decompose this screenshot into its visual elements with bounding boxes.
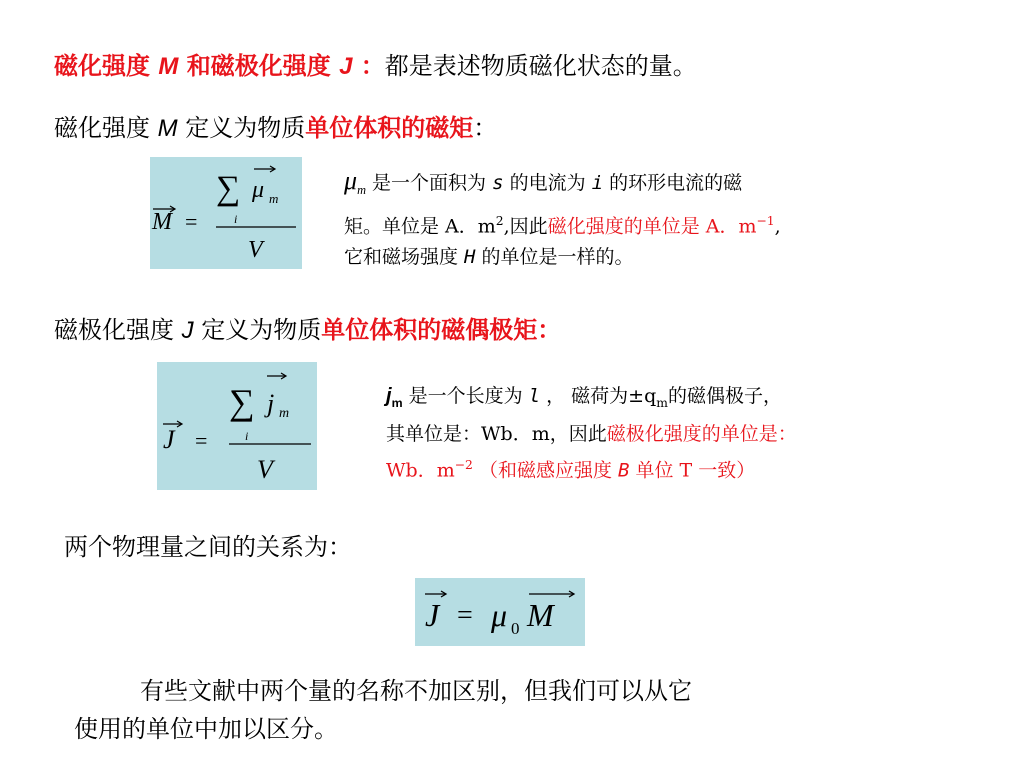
relation-formula-box <box>415 578 585 646</box>
heading-part1: 磁化强度 <box>54 51 159 80</box>
m-explain-i: i <box>591 172 604 194</box>
heading-part2: 和磁极化强度 <box>178 51 340 80</box>
m-formula-equals: = <box>185 209 198 234</box>
j-explain-red3: （和磁感应强度 <box>472 459 619 482</box>
heading <box>54 46 697 81</box>
m-explain-red1: 磁化强度的单位是 A．m <box>547 215 757 238</box>
relation-lhs: J <box>425 597 440 633</box>
j-explain-line1 <box>386 381 1006 419</box>
m-explain-t5: ,因此 <box>503 215 548 238</box>
relation-rhs: M <box>527 597 554 633</box>
m-def-prefix: 磁化强度 <box>54 114 158 142</box>
j-explain-j: j <box>386 385 392 407</box>
j-def-highlight: 单位体积的磁偶极矩： <box>321 315 562 344</box>
m-formula-sub-i: i <box>234 212 238 226</box>
relation-equals: = <box>457 600 473 631</box>
m-formula-mu: μ <box>252 177 265 203</box>
m-formula-denominator: V <box>248 237 263 263</box>
j-explain-t1: 是一个长度为 <box>402 385 529 407</box>
j-formula-equals: = <box>195 428 208 453</box>
j-explain-red2-sup: −2 <box>454 457 473 472</box>
closing-line2: 使用的单位中加以区分。 <box>74 715 338 743</box>
m-def-highlight: 单位体积的磁矩 <box>305 113 474 142</box>
j-formula-box <box>157 362 317 490</box>
j-explain-l: l <box>528 385 541 407</box>
m-definition <box>54 108 497 143</box>
m-explain-line1 <box>344 165 984 206</box>
m-formula-sum: ∑ <box>216 170 241 207</box>
m-explain-t3: 的环形电流的磁 <box>603 172 743 194</box>
j-formula-lhs: J <box>163 425 175 454</box>
j-formula-sub-m: m <box>279 406 290 421</box>
m-explanation <box>344 165 984 273</box>
m-formula-lhs: M <box>152 209 172 235</box>
j-explain-red1: 磁极化强度的单位是： <box>606 422 797 445</box>
m-explain-t2: 的电流为 <box>503 172 592 194</box>
j-explain-j-sub: m <box>391 395 403 410</box>
j-formula-denominator: V <box>257 455 273 484</box>
m-formula-sub-m: m <box>269 191 279 206</box>
j-explain-red4: 单位 T 一致） <box>629 459 756 482</box>
m-explain-line2 <box>344 206 984 242</box>
m-explain-h: H <box>464 246 476 269</box>
j-explain-t3: 的磁偶极子， <box>667 385 782 407</box>
m-def-suffix: ： <box>473 114 498 142</box>
m-explain-mu: μ <box>344 166 358 195</box>
m-explain-s: s <box>492 172 504 194</box>
j-explain-red2: Wb．m <box>386 459 455 482</box>
m-explain-red1-sup: −1 <box>756 213 775 228</box>
closing-line1: 有些文献中两个量的名称不加区别，但我们可以从它 <box>140 677 692 705</box>
relation-formula <box>415 578 585 646</box>
j-formula-j: j <box>267 389 275 418</box>
m-explain-t7: 它和磁场强度 <box>344 246 465 269</box>
m-explain-t6: , <box>774 215 781 238</box>
j-explain-b: B <box>618 459 630 482</box>
m-def-var: M <box>157 115 178 142</box>
j-explain-q-sub: m <box>656 395 668 410</box>
relation-label: 两个物理量之间的关系为： <box>64 533 352 561</box>
m-explain-t4-sup: 2 <box>495 213 504 228</box>
closing-paragraph <box>74 672 692 748</box>
heading-rest: 都是表述物质磁化状态的量。 <box>384 52 697 80</box>
j-formula <box>157 362 317 490</box>
m-explain-t4: 矩。单位是 A．m <box>344 215 496 238</box>
m-def-middle: 定义为物质 <box>177 114 306 142</box>
j-definition <box>54 310 561 345</box>
m-explain-mu-sub: m <box>357 182 366 197</box>
j-explain-t4: 其单位是：Wb．m，因此 <box>386 422 607 445</box>
heading-var-j: J <box>339 53 353 80</box>
m-formula <box>150 157 302 269</box>
j-explanation <box>386 381 1006 486</box>
j-def-middle: 定义为物质 <box>193 316 322 344</box>
m-explain-t1: 是一个面积为 <box>365 172 493 194</box>
j-explain-line2 <box>386 419 1006 450</box>
m-explain-t8: 的单位是一样的。 <box>475 246 634 269</box>
j-formula-sum: ∑ <box>229 382 255 422</box>
j-formula-sub-i: i <box>245 429 249 443</box>
j-def-prefix: 磁极化强度 <box>54 316 182 344</box>
heading-part3: ： <box>352 51 385 80</box>
m-formula-box <box>150 157 302 269</box>
j-explain-line3 <box>386 450 1006 486</box>
relation-mu: μ <box>491 597 508 633</box>
j-def-var: J <box>181 317 194 344</box>
j-explain-t2: ， 磁荷为±q <box>540 385 657 407</box>
m-explain-line3 <box>344 242 984 273</box>
relation-mu-sub: 0 <box>511 619 520 638</box>
heading-var-m: M <box>158 53 179 80</box>
